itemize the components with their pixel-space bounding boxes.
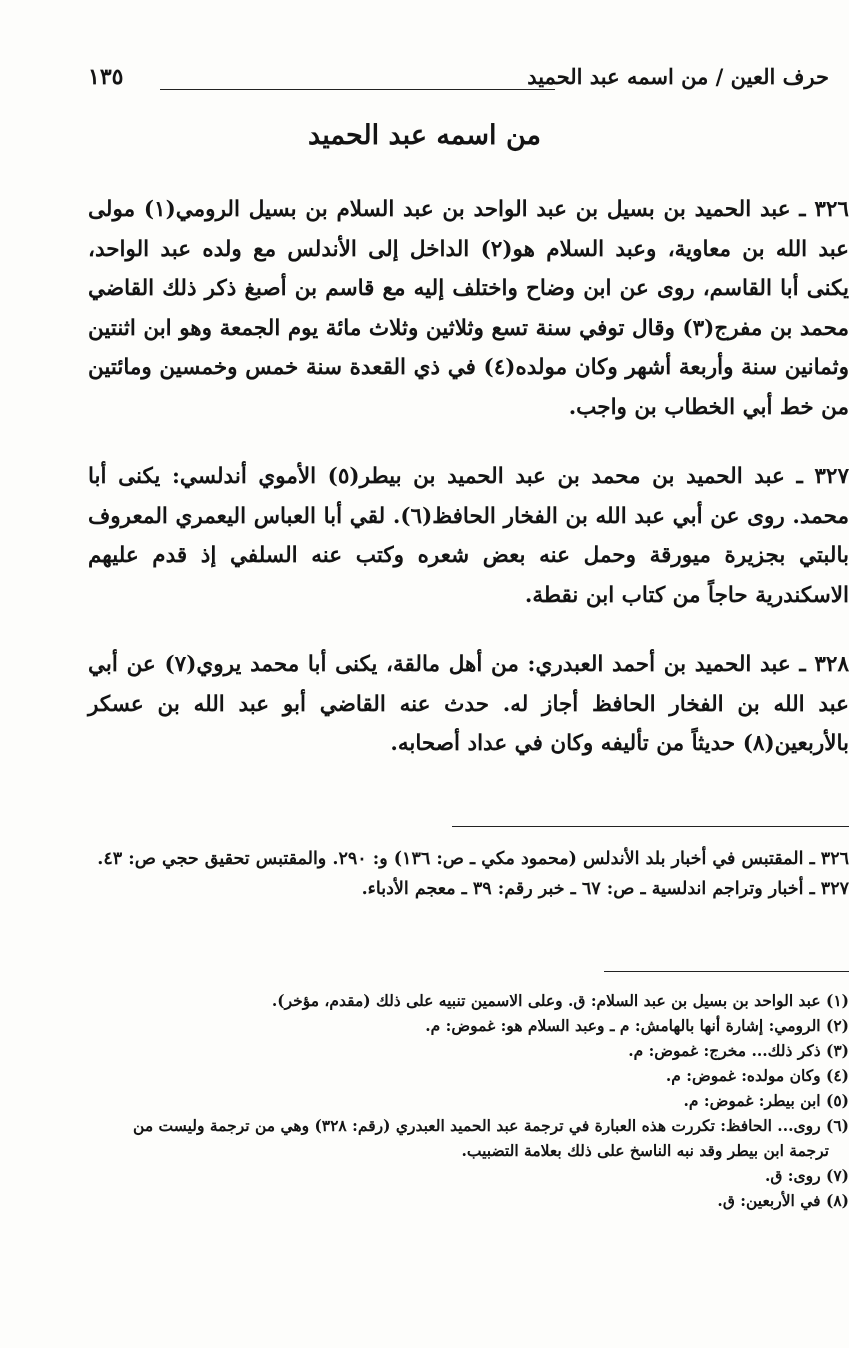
footnote-item: (٨) في الأربعين: ق. — [717, 1191, 849, 1210]
sources-divider — [452, 826, 849, 827]
sources-list — [88, 844, 849, 904]
header-rule — [160, 89, 555, 90]
entry-text: ٣٢٦ ـ عبد الحميد بن بسيل بن عبد الواحد بن عبد السلام بن بسيل الرومي(١) مولى عبد الله بن معاوية، وعبد السلام هو(٢) الداخل إلى الأندلس مع ولده عبد الواحد، يكنى أبا القاسم، روى عن ابن وضاح واختلف إليه مع قاسم بن أصبغ ذكر ذلك القاضي محمد بن مفرج(٣) وقال توفي سنة تسع وثلاثين وثلاث مائة يوم الجمعة وهو ابن اثنتين وثمانين سنة وأربعة أشهر وكان مولده(٤) في ذي القعدة سنة خمس وخمسين ومائتين من خط أبي الخطاب بن واجب. — [88, 197, 849, 420]
footnote-item: (٦) روى... الحافظ: تكررت هذه العبارة في ترجمة عبد الحميد العبدري (رقم: ٣٢٨) وهي من ترجمة وليست من ترجمة ابن بيطر وقد نبه الناسخ على ذلك بعلامة التضبيب. — [133, 1116, 849, 1160]
section-title: من اسمه عبد الحميد — [308, 120, 541, 151]
running-header — [88, 64, 829, 104]
footnotes-list — [88, 988, 849, 1213]
footnote-item: (٣) ذكر ذلك... مخرج: غموض: م. — [628, 1041, 849, 1060]
biography-entries — [88, 190, 849, 764]
source-item: ٣٢٦ ـ المقتبس في أخبار بلد الأندلس (محمود مكي ـ ص: ١٣٦) و: ٢٩٠. والمقتبس تحقيق حجي ص: ٤٣. — [97, 849, 849, 869]
biography-entry-328 — [88, 645, 849, 764]
footnote-item: (٤) وكان مولده: غموض: م. — [665, 1066, 849, 1085]
footnote-item: (٧) روى: ق. — [764, 1166, 849, 1185]
entry-text: ٣٢٧ ـ عبد الحميد بن محمد بن عبد الحميد بن بيطر(٥) الأموي أندلسي: يكنى أبا محمد. روى عن أبي عبد الله بن الفخار الحافظ(٦). لقي أبا العباس اليعمري المعروف بالبتي بجزيرة ميورقة وحمل عنه بعض شعره وكتب عنه السلفي إذ قدم عليهم الاسكندرية حاجاً من كتاب ابن نقطة. — [88, 464, 849, 608]
running-title: حرف العين / من اسمه عبد الحميد — [527, 64, 829, 89]
page-number: ١٣٥ — [88, 64, 124, 90]
source-item: ٣٢٧ ـ أخبار وتراجم اندلسية ـ ص: ٦٧ ـ خبر رقم: ٣٩ ـ معجم الأدباء. — [361, 879, 849, 899]
biography-entry-327 — [88, 457, 849, 615]
entry-text: ٣٢٨ ـ عبد الحميد بن أحمد العبدري: من أهل مالقة، يكنى أبا محمد يروي(٧) عن أبي عبد الله بن الفخار الحافظ أجاز له. حدث عنه القاضي أبو عبد الله بن عسكر بالأربعين(٨) حديثاً من تأليفه وكان في عداد أصحابه. — [88, 652, 849, 756]
footnote-item: (٢) الرومي: إشارة أنها بالهامش: م ـ وعبد السلام هو: غموض: م. — [425, 1016, 849, 1035]
footnote-item: (٥) ابن بيطر: غموض: م. — [683, 1091, 849, 1110]
footnote-item: (١) عبد الواحد بن بسيل بن عبد السلام: ق. وعلى الاسمين تنبيه على ذلك (مقدم، مؤخر). — [271, 991, 849, 1010]
biography-entry-326 — [88, 190, 849, 427]
footnotes-divider — [604, 971, 849, 972]
